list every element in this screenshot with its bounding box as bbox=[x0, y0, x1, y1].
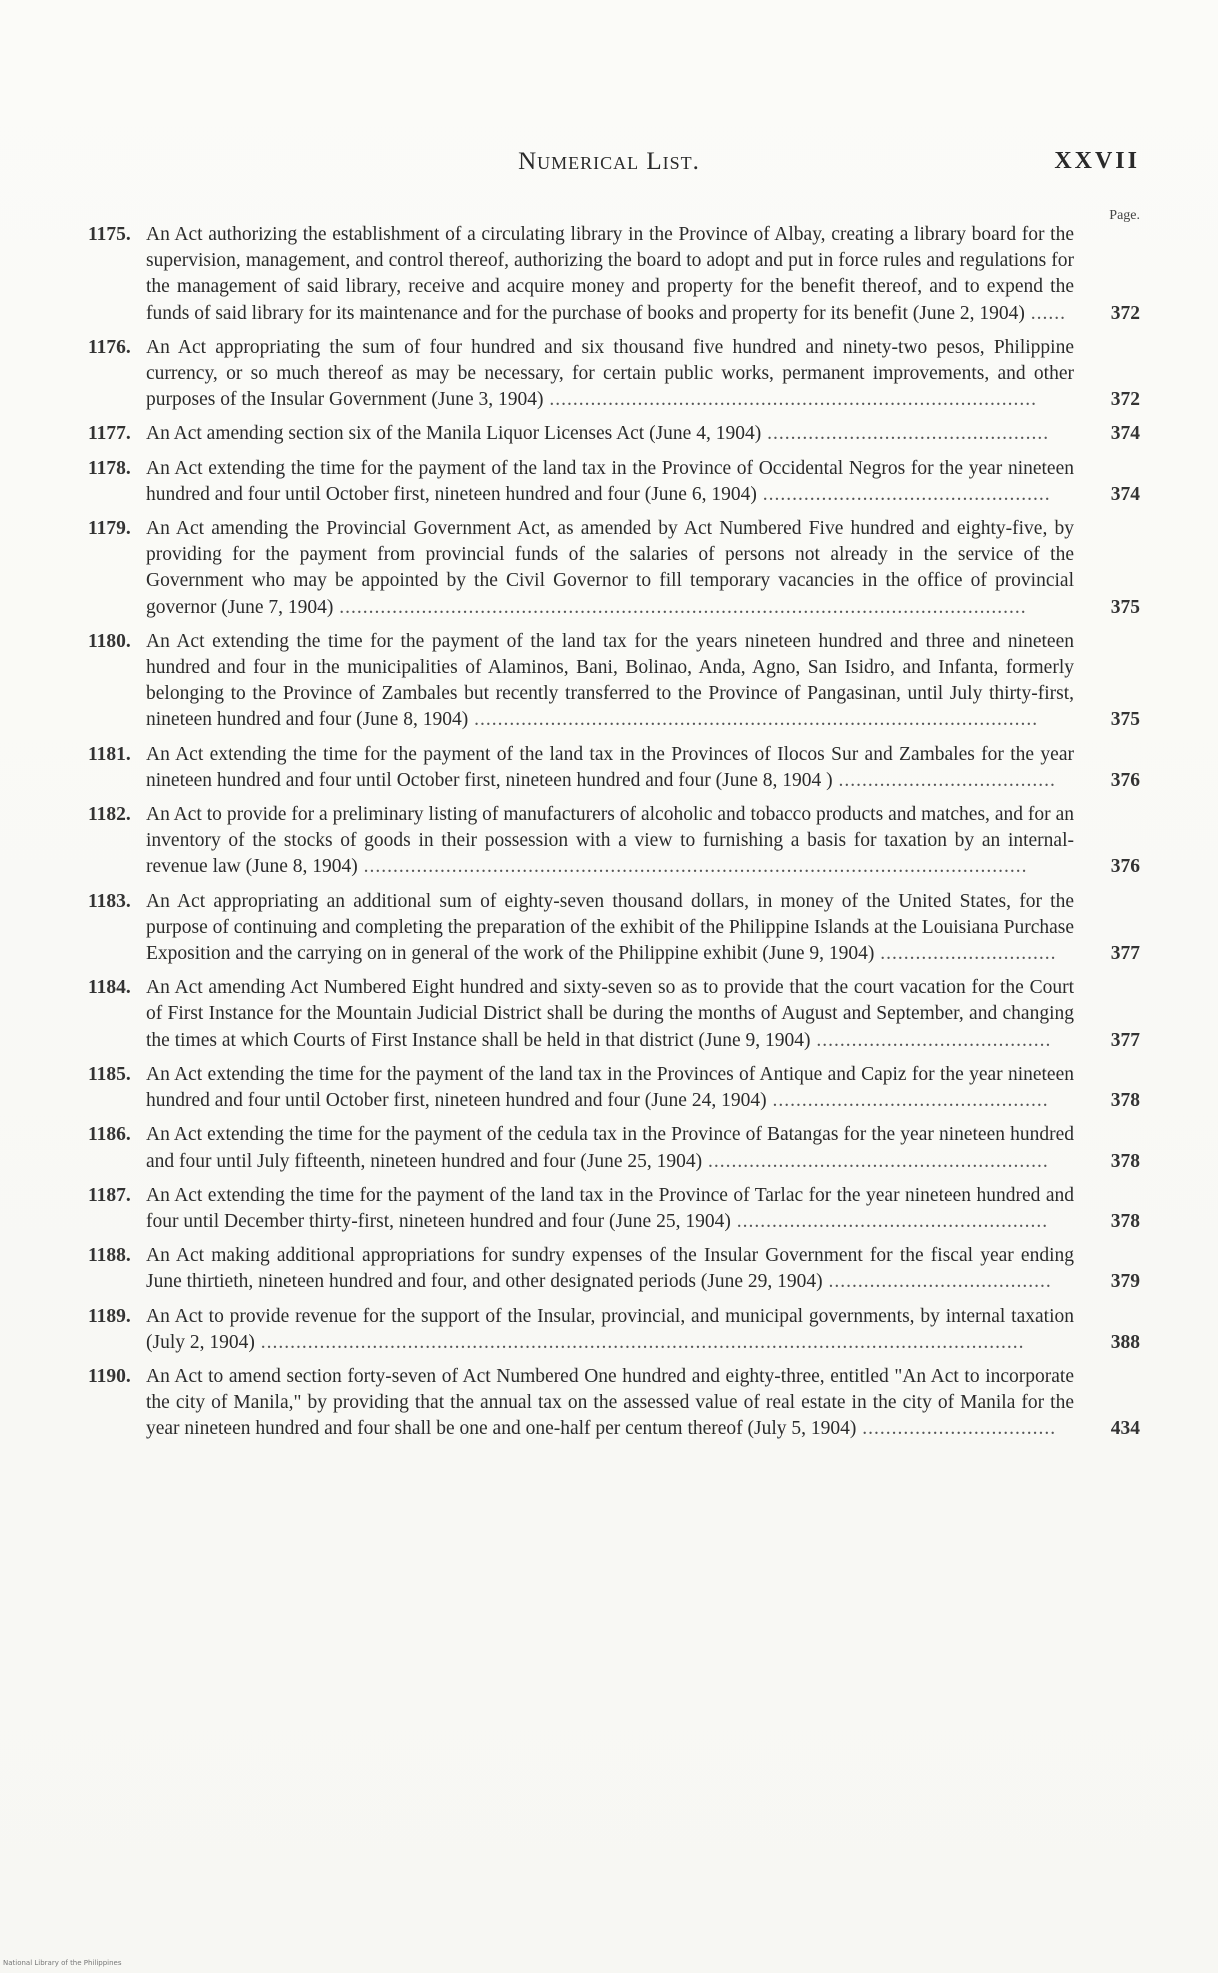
page-reference: 375 bbox=[1110, 709, 1140, 731]
act-text: An Act appropriating an additional sum of eighty-seven thousand dollars, in money of the United States, for the purpose of continuing and completing the preparation of the exhibit of the Philippine Islands at the Louisiana Purchase Exposition and the carrying on in general of the work of the Philippine exhibit (June 9, 1904) bbox=[146, 890, 1074, 965]
act-text: An Act to amend section forty-seven of Act Numbered One hundred and eighty-three, entitled "An Act to incorporate the city of Manila," by providing that the annual tax on the assessed value of real estate in the city of Manila for the year nineteen hundred and four shall be one and one-half per centum thereof (July 5, 1904) bbox=[146, 1365, 1074, 1440]
list-item bbox=[88, 889, 1140, 968]
act-number: 1178. bbox=[88, 457, 131, 479]
act-description bbox=[146, 1304, 1074, 1356]
act-text: An Act extending the time for the payment of the cedula tax in the Province of Batangas for the year nineteen hundred and four until July fifteenth, nineteen hundred and four (June 25, 1904) bbox=[146, 1124, 1074, 1172]
page-reference: 374 bbox=[1110, 423, 1140, 445]
act-description bbox=[146, 222, 1074, 327]
act-text: An Act to provide for a preliminary listing of manufacturers of alcoholic and tobacco products and matches, and for an inventory of the stocks of goods in their possession with a view to furnishing a basis for taxation by an internal-revenue law (June 8, 1904) bbox=[146, 804, 1074, 878]
act-text: An Act extending the time for the payment of the land tax in the Provinces of Antique and Capiz for the year nineteen hundred and four until October first, nineteen hundred and four (June 24, 1904) bbox=[146, 1063, 1074, 1112]
act-number: 1182. bbox=[88, 804, 131, 826]
dot-leader: ...................................... bbox=[822, 1271, 1052, 1293]
dot-leader: ..................................................... bbox=[730, 1210, 1049, 1232]
act-number: 1177. bbox=[88, 423, 131, 445]
act-text: An Act amending section six of the Manila Liquor Licenses Act (June 4, 1904) bbox=[146, 423, 762, 445]
list-item bbox=[88, 1122, 1140, 1174]
page-reference: 375 bbox=[1110, 596, 1140, 618]
dot-leader: ........................................ bbox=[810, 1029, 1052, 1051]
act-text: An Act amending Act Numbered Eight hundred and sixty-seven so as to provide that the court vacation for the Court of First Instance for the Mountain Judicial District shall be during the months of August and September, and changing the times at which Courts of First Instance shall be held in that district (June 9, 1904) bbox=[146, 977, 1074, 1051]
page-reference: 377 bbox=[1110, 1029, 1140, 1051]
act-text: An Act extending the time for the payment of the land tax for the years nineteen hundred and three and nineteen hundred and four in the municipalities of Alaminos, Bani, Bolinao, Anda, Agno, San Isidro, and Infanta, formerly belonging to the Province of Zambales but recently transferred to the Province of Pangasinan, until July thirty-first, nineteen hundred and four (June 8, 1904) bbox=[146, 630, 1074, 731]
act-number: 1186. bbox=[88, 1124, 131, 1146]
act-description bbox=[146, 456, 1074, 508]
act-description bbox=[146, 516, 1074, 621]
page-column-label: Page. bbox=[1109, 208, 1140, 223]
act-description bbox=[146, 1364, 1074, 1443]
act-number: 1175. bbox=[88, 224, 131, 245]
page-reference: 378 bbox=[1110, 1090, 1140, 1112]
list-item bbox=[88, 335, 1140, 414]
act-description bbox=[146, 421, 1074, 447]
page-reference: 372 bbox=[1110, 302, 1140, 324]
act-number: 1190. bbox=[88, 1365, 131, 1387]
act-description bbox=[146, 975, 1074, 1054]
page-reference: 378 bbox=[1110, 1150, 1140, 1172]
act-number: 1185. bbox=[88, 1063, 131, 1085]
list-item bbox=[88, 222, 1140, 327]
list-item bbox=[88, 421, 1140, 447]
page-reference: 388 bbox=[1110, 1331, 1140, 1353]
dot-leader: ............................................... bbox=[766, 1090, 1049, 1112]
act-description bbox=[146, 889, 1074, 968]
list-item bbox=[88, 516, 1140, 621]
footer-note: National Library of the Philippines bbox=[3, 1959, 122, 1967]
page-reference: 372 bbox=[1110, 389, 1140, 411]
act-text: An Act amending the Provincial Government Act, as amended by Act Numbered Five hundred and eighty-five, by providing for the payment from provincial funds of the salaries of persons not already in the service of the Government who may be appointed by the Civil Governor to fill temporary vacancies in the office of provincial governor (June 7, 1904) bbox=[146, 518, 1074, 618]
act-text: An Act extending the time for the payment of the land tax in the Province of Occidental Negros for the year nineteen hundred and four until October first, nineteen hundred and four (June 6, 1904) bbox=[146, 457, 1074, 505]
list-item bbox=[88, 742, 1140, 794]
dot-leader: .............................. bbox=[874, 943, 1057, 965]
page-reference: 377 bbox=[1110, 943, 1140, 965]
page-title: Numerical List. bbox=[518, 148, 700, 175]
list-item bbox=[88, 1304, 1140, 1356]
list-item bbox=[88, 1243, 1140, 1295]
act-description bbox=[146, 742, 1074, 794]
act-description bbox=[146, 1183, 1074, 1235]
page-reference: 376 bbox=[1110, 769, 1140, 791]
act-text: An Act extending the time for the payment of the land tax in the Province of Tarlac for the year nineteen hundred and four until December thirty-first, nineteen hundred and four (June 25, 1904) bbox=[146, 1184, 1074, 1232]
dot-leader: ...... bbox=[1024, 302, 1066, 324]
act-description bbox=[146, 1122, 1074, 1174]
page-number: XXVII bbox=[1054, 148, 1140, 174]
list-item bbox=[88, 629, 1140, 734]
dot-leader: ................................. bbox=[856, 1418, 1057, 1440]
numerical-list bbox=[88, 222, 1140, 1451]
act-number: 1181. bbox=[88, 743, 131, 765]
act-number: 1183. bbox=[88, 890, 131, 912]
act-text: An Act authorizing the establishment of a circulating library in the Province of Albay, creating a library board for the supervision, management, and control thereof, authorizing the board to adopt and put in force rules and regulations for the management of said library, receive and acquire money and property for the benefit thereof, and to expend the funds of said library for its maintenance and for the purchase of books and property for its benefit (June 2, 1904) bbox=[146, 224, 1074, 324]
act-description bbox=[146, 802, 1074, 881]
act-number: 1184. bbox=[88, 977, 131, 999]
dot-leader: .................................................................................................................................. bbox=[254, 1331, 1025, 1353]
dot-leader: ................................................. bbox=[756, 483, 1051, 505]
list-item bbox=[88, 802, 1140, 881]
act-description bbox=[146, 335, 1074, 414]
page-reference: 379 bbox=[1110, 1271, 1140, 1293]
act-text: An Act making additional appropriations for sundry expenses of the Insular Government for the fiscal year ending June thirtieth, nineteen hundred and four, and other designated periods (June 29, 1904) bbox=[146, 1245, 1074, 1293]
act-number: 1189. bbox=[88, 1305, 131, 1327]
dot-leader: ................................................................................................ bbox=[468, 709, 1039, 731]
act-text: An Act appropriating the sum of four hundred and six thousand five hundred and ninety-two pesos, Philippine currency, or so much thereof as may be necessary, for certain public works, permanent improvements, and other purposes of the Insular Government (June 3, 1904) bbox=[146, 336, 1074, 411]
page-reference: 434 bbox=[1110, 1418, 1140, 1440]
act-description bbox=[146, 1062, 1074, 1114]
list-item bbox=[88, 456, 1140, 508]
act-description bbox=[146, 1243, 1074, 1295]
act-number: 1176. bbox=[88, 336, 131, 358]
act-description bbox=[146, 629, 1074, 734]
page-reference: 374 bbox=[1110, 483, 1140, 505]
list-item bbox=[88, 975, 1140, 1054]
list-item bbox=[88, 1183, 1140, 1235]
act-number: 1179. bbox=[88, 518, 131, 540]
page-reference: 376 bbox=[1110, 856, 1140, 878]
act-text: An Act to provide revenue for the support of the Insular, provincial, and municipal governments, by internal taxation (July 2, 1904) bbox=[146, 1305, 1074, 1353]
list-item bbox=[88, 1062, 1140, 1114]
page-reference: 378 bbox=[1110, 1210, 1140, 1232]
dot-leader: ..................................... bbox=[832, 769, 1056, 791]
dot-leader: ................................................................................................................. bbox=[357, 856, 1028, 878]
act-number: 1188. bbox=[88, 1245, 131, 1267]
dot-leader: ................................................................................... bbox=[543, 389, 1037, 411]
dot-leader: .......................................................... bbox=[702, 1150, 1049, 1172]
act-number: 1187. bbox=[88, 1184, 131, 1206]
list-item bbox=[88, 1364, 1140, 1443]
dot-leader: ................................................ bbox=[761, 423, 1050, 445]
act-number: 1180. bbox=[88, 630, 131, 652]
dot-leader: ..................................................................................................................... bbox=[333, 596, 1027, 618]
act-text: An Act extending the time for the payment of the land tax in the Provinces of Ilocos Sur and Zambales for the year nineteen hundred and four until October first, nineteen hundred and four (June 8, 1904 ) bbox=[146, 743, 1074, 791]
